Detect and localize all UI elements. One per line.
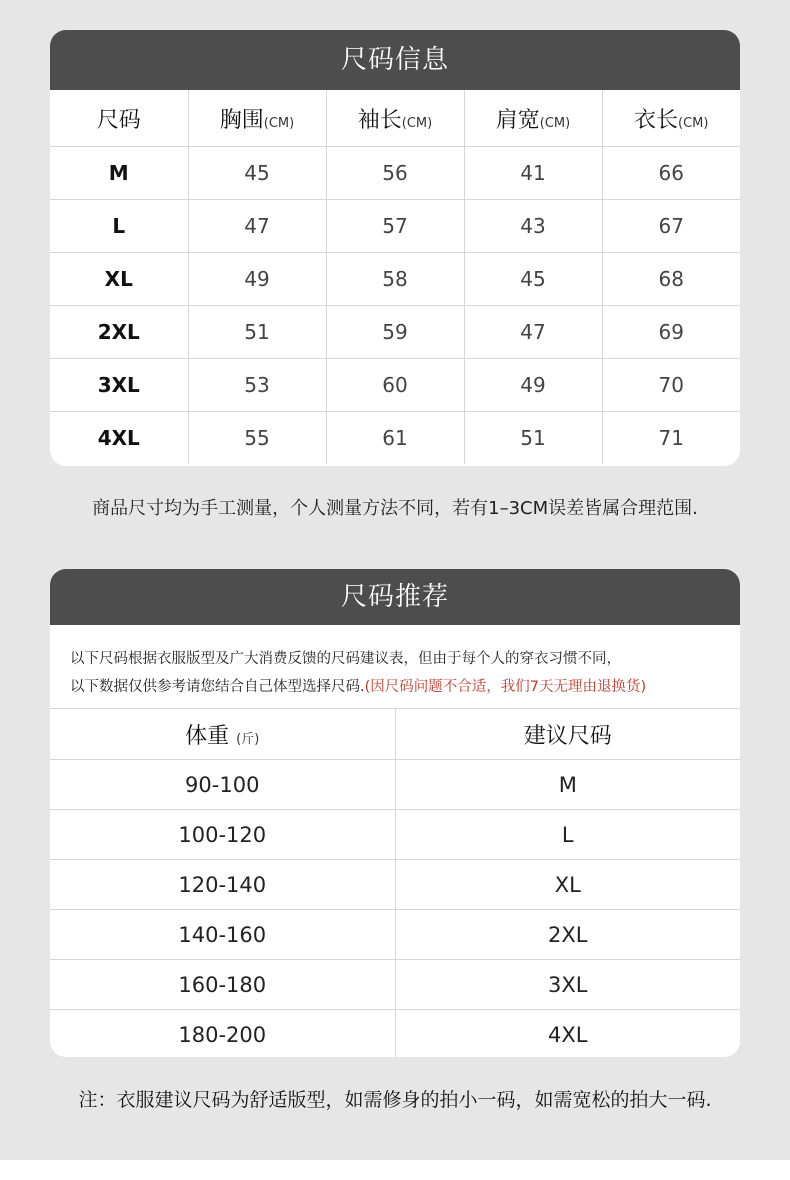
table-row xyxy=(50,200,740,253)
chest-cell: 53 xyxy=(188,359,326,412)
header-sleeve: 袖长(CM) xyxy=(326,90,464,147)
size-recommend-title: 尺码推荐 xyxy=(50,569,740,625)
header-chest: 胸围(CM) xyxy=(188,90,326,147)
length-cell: 71 xyxy=(658,426,684,450)
sleeve-cell: 59 xyxy=(326,306,464,359)
chest-cell: 47 xyxy=(188,200,326,253)
suggested-size-cell: L xyxy=(395,810,740,860)
shoulder-cell: 45 xyxy=(464,253,602,306)
size-cell: 4XL xyxy=(50,412,188,465)
fit-note: 注：衣服建议尺码为舒适版型，如需修身的拍小一码，如需宽松的拍大一码. xyxy=(78,1089,712,1111)
sleeve-cell: 60 xyxy=(326,359,464,412)
length-cell: 69 xyxy=(602,306,740,359)
header-shoulder: 肩宽(CM) xyxy=(464,90,602,147)
sleeve-cell: 56 xyxy=(326,147,464,200)
header-weight: 体重 (斤) xyxy=(50,709,395,760)
size-cell: L xyxy=(50,200,188,253)
table-row xyxy=(50,960,740,1010)
size-recommend-card xyxy=(50,569,740,1057)
table-row xyxy=(50,760,740,810)
chest-cell: 51 xyxy=(188,306,326,359)
recommend-table xyxy=(50,709,740,1057)
shoulder-cell: 47 xyxy=(464,306,602,359)
suggested-size-cell: 2XL xyxy=(395,910,740,960)
measurement-note: 商品尺寸均为手工测量，个人测量方法不同，若有1–3CM误差皆属合理范围. xyxy=(92,498,698,519)
footer-strip xyxy=(0,1160,790,1180)
table-row xyxy=(50,147,740,200)
table-row xyxy=(50,910,740,960)
size-cell: M xyxy=(50,147,188,200)
size-cell: 2XL xyxy=(50,306,188,359)
header-length: 衣长(CM) xyxy=(602,90,740,147)
shoulder-cell: 43 xyxy=(464,200,602,253)
table-row xyxy=(50,412,740,465)
size-info-table xyxy=(50,90,740,464)
chest-cell: 55 xyxy=(188,412,326,465)
shoulder-cell: 41 xyxy=(464,147,602,200)
weight-cell: 90-100 xyxy=(50,760,395,810)
shoulder-cell: 49 xyxy=(464,359,602,412)
table-row xyxy=(50,306,740,359)
size-info-card xyxy=(50,30,740,466)
recommend-description xyxy=(50,625,740,709)
size-cell: XL xyxy=(50,253,188,306)
weight-cell: 100-120 xyxy=(50,810,395,860)
shoulder-cell: 51 xyxy=(464,412,602,465)
table-row xyxy=(50,1010,740,1058)
length-cell: 68 xyxy=(602,253,740,306)
recommend-header-row xyxy=(50,709,740,760)
chest-cell: 49 xyxy=(188,253,326,306)
sleeve-cell: 57 xyxy=(326,200,464,253)
table-row xyxy=(50,253,740,306)
return-policy-highlight: (因尺码问题不合适，我们7天无理由退换货) xyxy=(364,679,647,695)
size-cell: 3XL xyxy=(50,359,188,412)
table-row xyxy=(50,860,740,910)
sleeve-cell: 61 xyxy=(326,412,464,465)
table-row xyxy=(50,359,740,412)
sleeve-cell: 58 xyxy=(326,253,464,306)
weight-cell: 140-160 xyxy=(50,910,395,960)
suggested-size-cell: M xyxy=(395,760,740,810)
header-suggested-size: 建议尺码 xyxy=(395,709,740,760)
header-size: 尺码 xyxy=(50,90,188,147)
size-table-header-row xyxy=(50,90,740,147)
length-cell: 66 xyxy=(602,147,740,200)
recommend-desc-line1: 以下尺码根据衣服版型及广大消费反馈的尺码建议表，但由于每个人的穿衣习惯不同， xyxy=(70,651,621,667)
length-cell: 70 xyxy=(602,359,740,412)
recommend-desc-line2: 以下数据仅供参考请您结合自己体型选择尺码.(因尺码问题不合适，我们7天无理由退换货) xyxy=(70,679,647,695)
suggested-size-cell: 3XL xyxy=(395,960,740,1010)
weight-cell: 120-140 xyxy=(50,860,395,910)
table-row xyxy=(50,810,740,860)
chest-cell: 45 xyxy=(188,147,326,200)
length-cell: 67 xyxy=(602,200,740,253)
weight-cell: 160-180 xyxy=(50,960,395,1010)
weight-cell: 180-200 xyxy=(50,1010,395,1058)
size-info-title: 尺码信息 xyxy=(50,30,740,90)
suggested-size-cell: XL xyxy=(395,860,740,910)
suggested-size-cell: 4XL xyxy=(548,1022,588,1047)
